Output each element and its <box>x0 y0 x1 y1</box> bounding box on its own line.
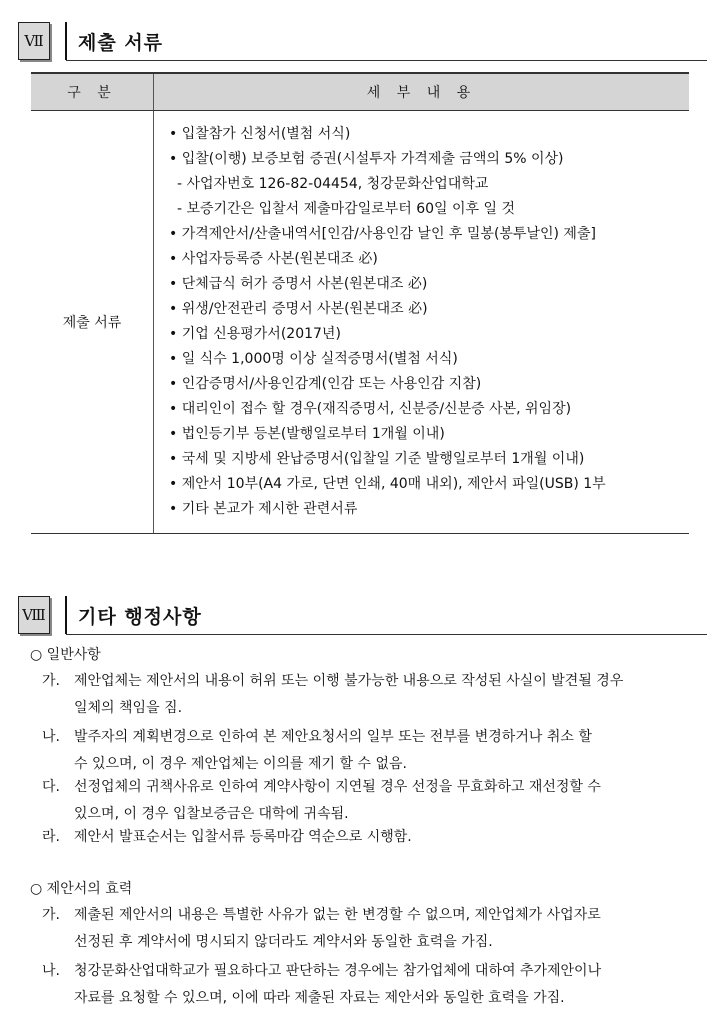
list-item: • 대리인이 접수 할 경우(재직증명서, 신분증/신분증 사본, 위임장) <box>169 401 572 417</box>
para-line: 일체의 책임을 짐. <box>74 700 183 716</box>
list-item: • 기업 신용평가서(2017년) <box>169 326 341 342</box>
para-line: 자료를 요청할 수 있으며, 이에 따라 제출된 자료는 제안서와 동일한 효력을 가짐. <box>74 990 565 1006</box>
title-underline <box>66 60 707 61</box>
subsection-heading: ○ 일반사항 <box>30 647 101 663</box>
paragraph <box>42 724 702 778</box>
para-line: 수 있으며, 이 경우 제안업체는 이의를 제기 할 수 없음. <box>74 756 407 772</box>
list-item: • 입찰(이행) 보증보험 증권(시설투자 가격제출 금액의 5% 이상) <box>169 151 564 167</box>
para-label: 가. <box>42 907 60 923</box>
section-title: 기타 행정사항 <box>78 606 202 628</box>
list-subitem: - 보증기간은 입찰서 제출마감일로부터 60일 이후 일 것 <box>177 201 516 217</box>
list-item: • 제안서 10부(A4 가로, 단면 인쇄, 40매 내외), 제안서 파일(USB) 1부 <box>169 476 606 492</box>
title-underline <box>66 634 707 635</box>
para-line: 제안업체는 제안서의 내용이 허위 또는 이행 불가능한 내용으로 작성된 사실이 발견될 경우 <box>74 673 624 689</box>
para-label: 나. <box>42 963 60 979</box>
table-row <box>31 111 689 534</box>
list-item: • 국세 및 지방세 완납증명서(입찰일 기준 발행일로부터 1개월 이내) <box>169 451 585 467</box>
para-line: 있으며, 이 경우 입찰보증금은 대학에 귀속됨. <box>74 806 349 822</box>
list-item: • 일 식수 1,000명 이상 실적증명서(별첨 서식) <box>169 351 458 367</box>
list-item: • 입찰참가 신청서(별첨 서식) <box>169 126 351 142</box>
para-line: 선정된 후 계약서에 명시되지 않더라도 계약서와 동일한 효력을 가짐. <box>74 934 493 950</box>
list-item: • 사업자등록증 사본(원본대조 必) <box>169 251 378 267</box>
subsection-heading: ○ 제안서의 효력 <box>30 881 133 897</box>
para-label: 나. <box>42 729 60 745</box>
column-header: 구 분 <box>31 73 154 111</box>
paragraph <box>42 958 702 1012</box>
section-number: Ⅷ <box>18 596 50 634</box>
list-item: • 가격제안서/산출내역서[인감/사용인감 날인 후 밀봉(봉투날인) 제출] <box>169 226 596 242</box>
divider <box>65 596 67 634</box>
para-label: 라. <box>42 829 60 845</box>
para-line: 선정업체의 귀책사유로 인하여 계약사항이 지연될 경우 선정을 무효화하고 재선정할 수 <box>74 779 601 795</box>
items-cell <box>154 111 690 534</box>
paragraph <box>42 774 702 828</box>
para-line: 청강문화산업대학교가 필요하다고 판단하는 경우에는 참가업체에 대하여 추가제안이나 <box>74 963 602 979</box>
paragraph <box>42 824 702 851</box>
para-label: 가. <box>42 673 60 689</box>
submission-table <box>31 72 689 534</box>
row-label: 제출 서류 <box>31 111 154 534</box>
paragraph <box>42 668 702 722</box>
para-line: 발주자의 계획변경으로 인하여 본 제안요청서의 일부 또는 전부를 변경하거나 취소 할 <box>74 729 592 745</box>
list-item: • 위생/안전관리 증명서 사본(원본대조 必) <box>169 301 428 317</box>
paragraph <box>42 902 702 956</box>
section-number: Ⅶ <box>18 22 50 60</box>
list-item: • 기타 본교가 제시한 관련서류 <box>169 501 358 517</box>
table-header-row <box>31 73 689 111</box>
section-title: 제출 서류 <box>78 32 164 54</box>
list-item: • 인감증명서/사용인감계(인감 또는 사용인감 지참) <box>169 376 482 392</box>
list-item: • 법인등기부 등본(발행일로부터 1개월 이내) <box>169 426 445 442</box>
para-label: 다. <box>42 779 60 795</box>
para-line: 제출된 제안서의 내용은 특별한 사유가 없는 한 변경할 수 없으며, 제안업체가 사업자로 <box>74 907 601 923</box>
list-subitem: - 사업자번호 126-82-04454, 청강문화산업대학교 <box>177 176 489 192</box>
divider <box>65 22 67 60</box>
list-item: • 단체급식 허가 증명서 사본(원본대조 必) <box>169 276 428 292</box>
para-line: 제안서 발표순서는 입찰서류 등록마감 역순으로 시행함. <box>74 829 412 845</box>
column-header: 세 부 내 용 <box>154 73 690 111</box>
